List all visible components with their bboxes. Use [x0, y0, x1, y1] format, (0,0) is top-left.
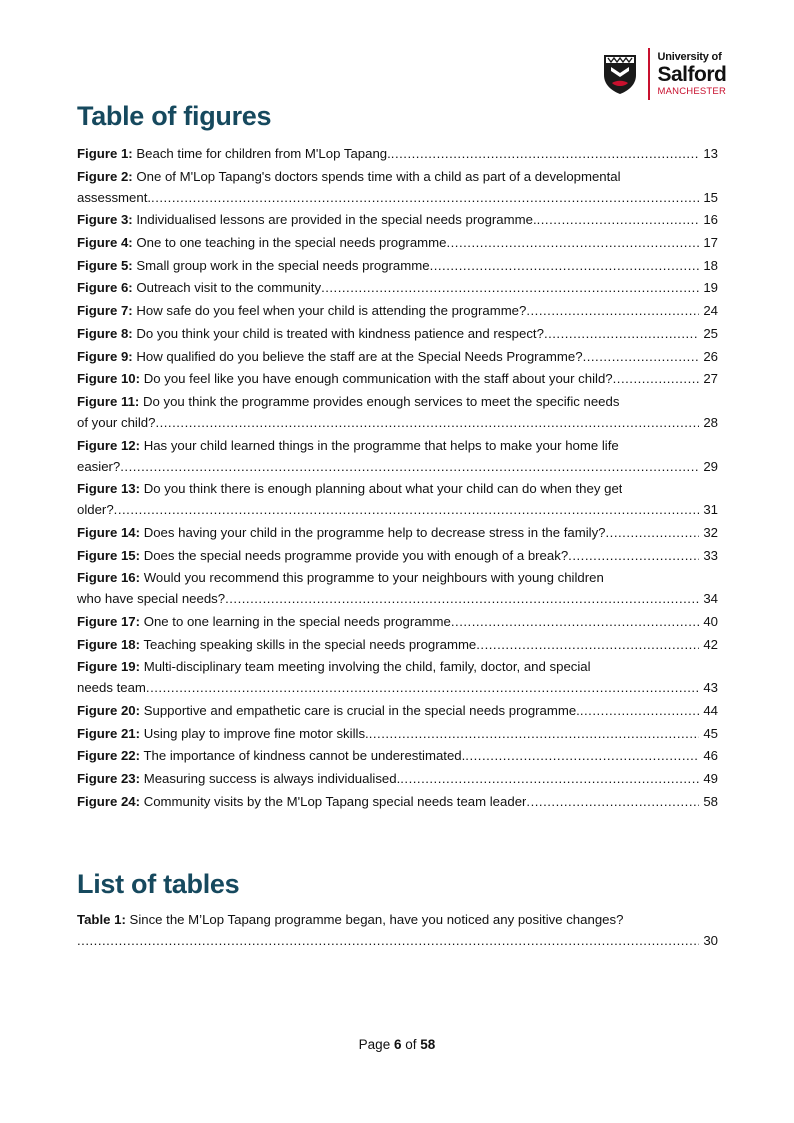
- figure-entry-line: [77, 522, 718, 543]
- figure-entry-text: [77, 723, 369, 744]
- figure-entry[interactable]: [77, 346, 718, 367]
- figure-caption: Community visits by the M'Lop Tapang special needs team leader: [143, 793, 527, 809]
- dot-leader: [430, 255, 700, 276]
- figure-caption: Using play to improve fine motor skills.: [143, 725, 369, 741]
- figure-caption: Individualised lessons are provided in the special needs programme.: [136, 212, 537, 228]
- figure-entry-line: [77, 791, 718, 812]
- figure-entry-text: [77, 435, 619, 456]
- figure-entry[interactable]: [77, 277, 718, 298]
- figure-entry-line: [77, 232, 718, 253]
- figure-label: Figure 7:: [77, 303, 133, 319]
- logo-line-3: MANCHESTER: [657, 85, 727, 97]
- figure-label: Figure 19:: [77, 659, 141, 675]
- dot-leader: [526, 300, 699, 321]
- figure-page-number: 40: [703, 614, 718, 629]
- figure-label: Figure 20:: [77, 703, 141, 719]
- dot-leader: [606, 522, 700, 543]
- figure-page-number: 25: [703, 325, 718, 341]
- figure-entry-text: [77, 634, 476, 655]
- figure-label: Figure 24:: [77, 793, 141, 809]
- figure-label: Figure 4:: [77, 235, 133, 251]
- footer-current-page: 6: [393, 1037, 402, 1052]
- figure-label: Figure 21:: [77, 725, 141, 741]
- figure-entry-line: [77, 166, 718, 187]
- dot-leader: [544, 323, 699, 344]
- dot-leader: [476, 634, 699, 655]
- figure-label: Figure 10:: [77, 371, 141, 387]
- figure-entry-line: [77, 300, 718, 321]
- figure-caption: older?: [77, 502, 114, 518]
- figure-label: Figure 15:: [77, 547, 141, 563]
- figure-caption: One to one teaching in the special needs programme: [136, 235, 447, 251]
- figure-page-number: 29: [703, 458, 718, 474]
- dot-leader: [155, 412, 699, 433]
- figure-page-number: 33: [703, 547, 718, 563]
- logo-wordmark: [658, 52, 727, 97]
- figure-page-number: 24: [703, 303, 718, 319]
- figure-entry[interactable]: [77, 723, 718, 744]
- figure-entry-text: [77, 567, 604, 588]
- figure-page-number: 18: [703, 257, 718, 273]
- figure-label: Figure 16:: [77, 570, 141, 586]
- table-page-number: 30: [703, 933, 718, 948]
- figure-entry-text: [77, 232, 446, 253]
- figure-entry-line: [77, 723, 718, 744]
- figure-entry-text: [77, 143, 391, 164]
- figure-entry-text: [77, 656, 591, 677]
- table-caption: Since the M’Lop Tapang programme began, have you noticed any positive changes?: [129, 912, 624, 927]
- figure-entry-text: [77, 187, 151, 208]
- figure-entry-line: [77, 588, 718, 609]
- figure-page-number: 13: [703, 146, 718, 161]
- figure-page-number: 42: [703, 636, 718, 652]
- figure-entry-line: [77, 187, 718, 208]
- dot-leader: [225, 588, 699, 609]
- table-entry-text: [77, 909, 623, 930]
- figure-caption: One to one learning in the special needs programme: [143, 614, 451, 629]
- figure-entry[interactable]: [77, 143, 718, 164]
- figure-entry-text: [77, 456, 120, 477]
- figure-entry[interactable]: [77, 391, 718, 433]
- figure-entry-line: [77, 255, 718, 276]
- figure-entry[interactable]: [77, 522, 718, 543]
- figure-entry-line: [77, 677, 718, 698]
- figure-caption: Has your child learned things in the programme that helps to make your home life: [143, 437, 619, 453]
- figure-page-number: 46: [703, 748, 718, 764]
- figure-entry-text: [77, 545, 568, 566]
- figure-entry-line: [77, 368, 718, 389]
- figure-entry[interactable]: [77, 768, 718, 789]
- figure-label: Figure 12:: [77, 437, 141, 453]
- figure-entry-line: [77, 277, 718, 298]
- figure-page-number: 34: [703, 591, 718, 607]
- figure-entry[interactable]: [77, 745, 718, 766]
- figure-entry-text: [77, 300, 526, 321]
- figure-entry[interactable]: [77, 611, 718, 632]
- figure-caption: How safe do you feel when your child is attending the programme?: [136, 303, 527, 319]
- figure-entry[interactable]: [77, 700, 718, 721]
- figure-entry-text: [77, 677, 146, 698]
- figure-page-number: 15: [703, 189, 718, 205]
- dot-leader: [321, 277, 699, 298]
- figure-entry-line: [77, 323, 718, 344]
- figure-entry-text: [77, 611, 451, 632]
- figure-entry[interactable]: [77, 166, 718, 208]
- figure-label: Figure 18:: [77, 636, 141, 652]
- figure-caption: Do you feel like you have enough communication with the staff about your child?: [143, 371, 613, 387]
- figure-entry[interactable]: [77, 656, 718, 698]
- figure-entry-line: [77, 567, 718, 588]
- figure-label: Figure 14:: [77, 524, 141, 540]
- figure-label: Figure 5:: [77, 257, 133, 273]
- tables-list: [77, 909, 718, 953]
- figure-entry[interactable]: [77, 435, 718, 477]
- figure-caption: Multi-disciplinary team meeting involving the child, family, doctor, and special: [143, 659, 591, 675]
- logo-line-1: University of: [657, 50, 722, 63]
- figure-caption: Would you recommend this programme to your neighbours with young children: [143, 570, 604, 586]
- figure-entry-text: [77, 700, 580, 721]
- figure-entry[interactable]: [77, 323, 718, 344]
- figure-page-number: 43: [703, 680, 718, 696]
- figure-entry[interactable]: [77, 255, 718, 276]
- figure-entry-line: [77, 745, 718, 766]
- figure-page-number: 27: [703, 371, 718, 387]
- figure-page-number: 17: [703, 235, 718, 251]
- figure-label: Figure 9:: [77, 348, 133, 364]
- figure-entry-line: [77, 634, 718, 655]
- figure-page-number: 49: [703, 771, 718, 787]
- figure-entry[interactable]: [77, 232, 718, 253]
- figure-entry-line: [77, 209, 718, 230]
- figure-entry-text: [77, 499, 114, 520]
- figure-entry-line: [77, 391, 718, 412]
- figure-caption: Beach time for children from M'Lop Tapang.: [136, 146, 391, 161]
- figure-page-number: 44: [703, 703, 718, 719]
- figure-entry-text: [77, 588, 225, 609]
- figure-entry[interactable]: [77, 209, 718, 230]
- dot-leader: [151, 187, 699, 208]
- figure-entry[interactable]: [77, 300, 718, 321]
- figure-entry-text: [77, 478, 622, 499]
- tables-heading: List of tables: [77, 869, 240, 899]
- figure-entry-line: [77, 346, 718, 367]
- figure-entry-text: [77, 412, 155, 433]
- figure-entry-text: [77, 209, 537, 230]
- figure-label: Figure 17:: [77, 614, 141, 629]
- figure-entry-text: [77, 522, 606, 543]
- dot-leader: [451, 611, 699, 632]
- figure-entry-text: [77, 791, 526, 812]
- figure-caption: easier?: [77, 458, 121, 474]
- figure-caption: How qualified do you believe the staff are at the Special Needs Programme?: [136, 348, 583, 364]
- dot-leader: [446, 232, 699, 253]
- dot-leader: [583, 346, 700, 367]
- dot-leader: [526, 791, 699, 812]
- figure-page-number: 28: [703, 414, 718, 430]
- figure-caption: Does the special needs programme provide you with enough of a break?: [143, 547, 569, 563]
- dot-leader: [613, 368, 700, 389]
- dot-leader: [391, 143, 700, 164]
- dot-leader: [537, 209, 700, 230]
- figure-page-number: 32: [703, 524, 718, 540]
- footer-of-word: of: [405, 1037, 417, 1052]
- figure-page-number: 31: [703, 502, 718, 518]
- dot-leader: [580, 700, 699, 721]
- figure-page-number: 19: [703, 280, 718, 296]
- figure-label: Figure 2:: [77, 168, 133, 184]
- figure-entry[interactable]: [77, 567, 718, 609]
- table-entry-line: [77, 909, 718, 930]
- university-logo: [602, 47, 726, 101]
- figure-entry-line: [77, 611, 718, 632]
- figure-label: Figure 23:: [77, 771, 141, 787]
- figure-entry-line: [77, 700, 718, 721]
- dot-leader: [114, 499, 700, 520]
- figure-entry-line: [77, 478, 718, 499]
- table-entry[interactable]: [77, 909, 718, 951]
- figure-entry[interactable]: [77, 791, 718, 812]
- figure-entry-line: [77, 499, 718, 520]
- figure-page-number: 16: [703, 212, 718, 228]
- figure-page-number: 45: [703, 725, 718, 741]
- dot-leader: [400, 768, 699, 789]
- figure-caption: Measuring success is always individualised.: [143, 771, 401, 787]
- figure-caption: Does having your child in the programme help to decrease stress in the family?: [143, 524, 606, 540]
- figure-entry[interactable]: [77, 368, 718, 389]
- figure-entry-line: [77, 768, 718, 789]
- figures-heading: Table of figures: [77, 101, 272, 131]
- figure-page-number: 58: [703, 793, 718, 809]
- figure-label: Figure 1:: [77, 146, 133, 161]
- figure-caption: Small group work in the special needs programme: [136, 257, 430, 273]
- figure-entry-line: [77, 456, 718, 477]
- figure-caption: Outreach visit to the community: [136, 280, 322, 296]
- logo-line-2: Salford: [657, 62, 727, 86]
- figure-entry-text: [77, 368, 613, 389]
- figure-caption: One of M'Lop Tapang's doctors spends time with a child as part of a developmental: [136, 168, 621, 184]
- figure-entry[interactable]: [77, 545, 718, 566]
- figure-entry-line: [77, 143, 718, 164]
- figure-entry-line: [77, 545, 718, 566]
- dot-leader: [146, 677, 699, 698]
- figure-entry-text: [77, 166, 621, 187]
- shield-crest-icon: [602, 53, 638, 95]
- figure-caption: Supportive and empathetic care is crucial in the special needs programme.: [143, 703, 580, 719]
- dot-leader: [77, 930, 699, 951]
- figure-label: Figure 13:: [77, 481, 141, 497]
- figure-entry-line: [77, 656, 718, 677]
- figure-label: Figure 22:: [77, 748, 141, 764]
- figures-list: [77, 143, 718, 814]
- figure-entry-text: [77, 346, 583, 367]
- figure-entry-text: [77, 255, 430, 276]
- figure-label: Figure 3:: [77, 212, 133, 228]
- figure-entry-text: [77, 768, 400, 789]
- figure-caption: Do you think your child is treated with kindness patience and respect?: [136, 325, 544, 341]
- figure-entry[interactable]: [77, 478, 718, 520]
- figure-caption: who have special needs?: [77, 591, 226, 607]
- footer-page-word: Page: [358, 1037, 391, 1052]
- figure-label: Figure 6:: [77, 280, 133, 296]
- figure-caption: needs team: [77, 680, 146, 696]
- figure-entry-text: [77, 745, 465, 766]
- footer-total-pages: 58: [420, 1037, 436, 1052]
- figure-page-number: 26: [703, 348, 718, 364]
- figure-entry-line: [77, 412, 718, 433]
- figure-entry-text: [77, 277, 321, 298]
- figure-entry[interactable]: [77, 634, 718, 655]
- figure-caption: Teaching speaking skills in the special needs programme: [143, 636, 477, 652]
- dot-leader: [465, 745, 699, 766]
- figure-caption: of your child?: [77, 414, 156, 430]
- figure-entry-text: [77, 391, 619, 412]
- figure-label: Figure 11:: [77, 393, 140, 409]
- table-entry-line: [77, 930, 718, 951]
- figure-entry-text: [77, 323, 544, 344]
- dot-leader: [568, 545, 699, 566]
- figure-label: Figure 8:: [77, 325, 133, 341]
- figure-caption: Do you think there is enough planning about what your child can do when they get: [143, 481, 623, 497]
- figure-caption: Do you think the programme provides enough services to meet the specific needs: [142, 393, 620, 409]
- figure-caption: assessment.: [77, 189, 152, 205]
- page-footer: [0, 1037, 794, 1052]
- dot-leader: [120, 456, 699, 477]
- dot-leader: [369, 723, 700, 744]
- logo-divider: [648, 48, 650, 100]
- table-label: Table 1:: [77, 912, 126, 927]
- figure-caption: The importance of kindness cannot be underestimated.: [143, 748, 466, 764]
- figure-entry-line: [77, 435, 718, 456]
